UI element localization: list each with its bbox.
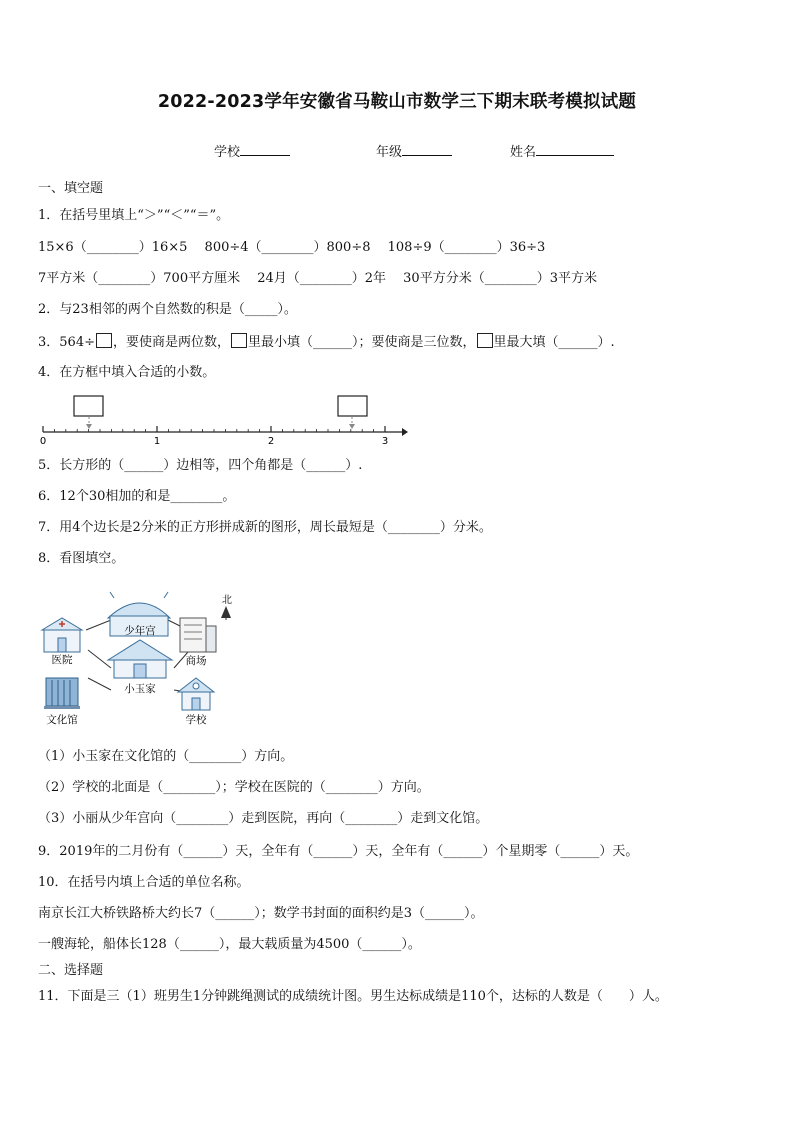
question-8: 8．看图填空。 <box>38 551 125 566</box>
question-4: 4．在方框中填入合适的小数。 <box>38 365 216 380</box>
school-blank[interactable] <box>240 143 290 156</box>
map-figure <box>36 590 246 730</box>
question-9: 9．2019年的二月份有（______）天，全年有（______）天，全年有（______）个星期零（______）天。 <box>38 844 639 859</box>
question-5: 5．长方形的（______）边相等，四个角都是（______）. <box>38 458 363 473</box>
north-arrow-icon <box>221 606 231 618</box>
blank-box <box>477 333 493 348</box>
blank-box <box>96 333 112 348</box>
tick-label-2: 2 <box>267 436 275 446</box>
tick-label-0: 0 <box>39 436 47 446</box>
tick-label-3: 3 <box>381 436 389 446</box>
tick-group <box>43 426 385 432</box>
place-label-school: 学校 <box>185 714 207 726</box>
section-heading-fill: 一、填空题 <box>38 181 104 196</box>
question-8-3: （3）小丽从少年宫向（________）走到医院，再向（________）走到文化馆。 <box>38 811 489 826</box>
page-title: 2022-2023学年安徽省马鞍山市数学三下期末联考模拟试题 <box>157 92 637 112</box>
name-field <box>510 141 614 160</box>
school-label: 学校 <box>214 145 241 160</box>
line-hospital-home <box>88 650 111 668</box>
axis-arrow <box>402 428 408 436</box>
blank-box <box>231 333 247 348</box>
pointer-left-arrow <box>86 424 92 429</box>
pointer-right-arrow <box>349 424 355 429</box>
line-home-library <box>88 678 111 690</box>
question-3-part-a: 3．564÷ <box>38 335 95 350</box>
school-field <box>214 141 290 160</box>
question-2: 2．与23相邻的两个自然数的积是（_____）。 <box>38 302 297 317</box>
place-label-hospital: 医院 <box>51 654 73 666</box>
question-3 <box>38 333 615 352</box>
question-11: 11．下面是三（1）班男生1分钟跳绳测试的成绩统计图。男生达标成绩是110个，达标的人数是（ ）人。 <box>38 989 668 1004</box>
question-1-row-2: 7平方米（________）700平方厘米 24月（________）2年 30平方分米（________）3平方米 <box>38 271 597 286</box>
question-6: 6．12个30相加的和是________。 <box>38 489 236 504</box>
north-label: 北 <box>222 595 232 606</box>
answer-box-left[interactable] <box>74 396 103 416</box>
name-label: 姓名 <box>510 145 537 160</box>
question-8-1: （1）小玉家在文化馆的（________）方向。 <box>38 749 294 764</box>
place-label-home: 小玉家 <box>124 683 156 695</box>
library-icon <box>44 678 80 709</box>
grade-label: 年级 <box>376 145 403 160</box>
place-label-mall: 商场 <box>185 655 207 667</box>
question-10: 10．在括号内填上合适的单位名称。 <box>38 875 250 890</box>
place-label-library: 文化馆 <box>46 714 78 726</box>
grade-blank[interactable] <box>402 143 452 156</box>
section-heading-choice: 二、选择题 <box>38 963 104 978</box>
school-icon <box>178 678 214 710</box>
grade-field <box>376 141 452 160</box>
mall-icon <box>180 618 216 652</box>
name-blank[interactable] <box>536 143 614 156</box>
number-line <box>36 392 408 446</box>
answer-box-right[interactable] <box>338 396 367 416</box>
question-10-2: 一艘海轮，船体长128（______），最大载质量为4500（______）。 <box>38 937 421 952</box>
home-icon <box>108 640 172 678</box>
tick-label-1: 1 <box>153 436 161 446</box>
hospital-icon <box>42 618 82 652</box>
question-1: 1．在括号里填上“＞”“＜”“＝”。 <box>38 208 230 223</box>
question-8-2: （2）学校的北面是（________）；学校在医院的（________）方向。 <box>38 780 430 795</box>
question-7: 7．用4个边长是2分米的正方形拼成新的图形，周长最短是（________）分米。 <box>38 520 492 535</box>
question-3-part-c: 里最小填（______）；要使商是三位数， <box>248 335 476 350</box>
question-3-part-b: ，要使商是两位数， <box>112 335 230 350</box>
place-label-youth-palace: 少年宫 <box>124 625 156 637</box>
question-3-part-d: 里最大填（______）. <box>493 335 615 350</box>
question-1-row-1: 15×6（________）16×5 800÷4（________）800÷8 108÷9（________）36÷3 <box>38 240 546 255</box>
question-10-1: 南京长江大桥铁路桥大约长7（______）；数学书封面的面积约是3（______）。 <box>38 906 484 921</box>
